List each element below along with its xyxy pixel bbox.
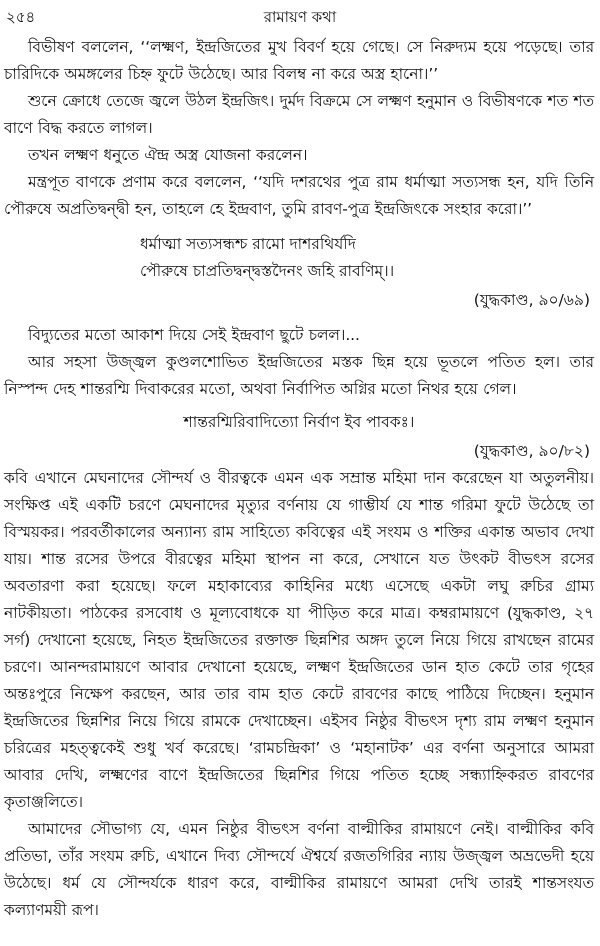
paragraph-7: কবি এখানে মেঘনাদের সৌন্দর্য ও বীরত্বকে এমন এক সম্রান্ত মহিমা দান করেছেন যা অতুলনীয়। সংক্ষিপ্ত এই একটি চরণে মেঘনাদের মৃত্যুর বর্ণনায় যে গাম্ভীর্য যে শান্ত গরিমা ফুটে উঠেছে তা বিস্ময়কর। পরবর্তীকালের অন্যান্য রাম সাহিত্যে কবিত্বের এই সংযম ও শক্তির একান্ত অভাব দেখা যায়। শান্ত রসের উপরে বীরত্বের মহিমা স্থাপন না করে, সেখানে যত উৎকট বীভৎস রসের অবতারণা করা হয়েছে। ফলে মহাকাব্যের কাহিনির মধ্যে এসেছে একটা লঘু রুচির গ্রাম্য নাটকীয়তা। পাঠকের রসবোধ ও মূল্যবোধকে যা পীড়িত করে মাত্র। কম্বরামায়ণে (যুদ্ধকাণ্ড, ২৭ সর্গ) দেখানো হয়েছে, নিহত ইন্দ্রজিতের রক্তাক্ত ছিন্নশির অঙ্গদ তুলে নিয়ে গিয়ে রাখছেন রামের চরণে। আনন্দরামায়ণে আবার দেখানো হয়েছে, লক্ষ্মণ ইন্দ্রজিতের ডান হাত কেটে তার গৃহের অন্তঃপুরে নিক্ষেপ করছেন, আর তার বাম হাত কেটে রাবণের কাছে পাঠিয়ে দিচ্ছেন। হনুমান ইন্দ্রজিতের ছিন্নশির নিয়ে গিয়ে রামকে দেখাচ্ছেন। এইসব নিষ্ঠুর বীভৎস দৃশ্য রাম লক্ষ্মণ হনুমান চরিত্রের মহত্ত্বকেই শুধু খর্ব করেছে। ‘রামচন্দ্রিকা’ ও ‘মহানাটক’ এর বর্ণনা অনুসারে আমরা আবার দেখি, লক্ষ্মণের বাণে ইন্দ্রজিতের ছিন্নশির গিয়ে পতিত হচ্ছে সন্ধ্যাহ্নিকরত রাবণের কৃতাঞ্জলিতে। — [4, 469, 594, 811]
citation-1: (যুদ্ধকাণ্ড, ৯০/৬৯) — [473, 291, 590, 309]
sanskrit-verse-1 — [4, 231, 594, 285]
paragraph-3: তখন লক্ষ্মণ ধনুতে ঐন্দ্র অস্ত্র যোজনা করলেন। — [28, 146, 308, 164]
citation-2: (যুদ্ধকাণ্ড, ৯০/৮২) — [473, 442, 590, 460]
page-header — [4, 6, 596, 28]
paragraph-1: বিভীষণ বললেন, ‘‘লক্ষ্মণ, ইন্দ্রজিতের মুখ বিবর্ণ হয়ে গেছে। সে নিরুদ্যম হয়ে পড়েছে। তার চারিদিকে অমঙ্গলের চিহ্ন ফুটে উঠেছে। আর বিলম্ব না করে অস্ত্র হানো।’’ — [4, 38, 594, 83]
sanskrit-verse-2: শান্তরশ্মিরিবাদিত্যো নির্বাণ ইব পাবকঃ। — [183, 413, 415, 431]
paragraph-5: বিদ্যুতের মতো আকাশ দিয়ে সেই ইন্দ্রবাণ ছুটে চলল।... — [28, 326, 360, 344]
paragraph-4: মন্ত্রপূত বাণকে প্রণাম করে বললেন, ‘‘যদি দশরথের পুত্র রাম ধর্মাত্মা সত্যসন্ধ হন, যদি তিনি পৌরুষে অপ্রতিদ্বন্দ্বী হন, তাহলে হে ইন্দ্রবাণ, তুমি রাবণ-পুত্র ইন্দ্রজিৎকে সংহার করো।’’ — [4, 173, 594, 218]
verse-1-line-2: পৌরুষে চাপ্রতিদ্বন্দ্বস্তদৈনং জহি রাবণিম্।। — [140, 262, 395, 280]
paragraph-8: আমাদের সৌভাগ্য যে, এমন নিষ্ঠুর বীভৎস বর্ণনা বাল্মীকির রামায়ণে নেই। বাল্মীকির কবি প্রতিভা, তাঁর সংযম রুচি, এখানে দিব্য সৌন্দর্যে ঐশ্বর্যে রজতগিরির ন্যায় উজ্জ্বল অভ্রভেদী হয়ে উঠেছে। ধর্ম যে সৌন্দর্যকে ধারণ করে, বাল্মীকির রামায়ণে আমরা দেখি তারই শান্তসংযত কল্যাণময়ী রূপ। — [4, 820, 594, 919]
paragraph-2: শুনে ক্রোধে তেজে জ্বলে উঠল ইন্দ্রজিৎ। দুর্মদ বিক্রমে সে লক্ষ্মণ হনুমান ও বিভীষণকে শত শত বাণে বিদ্ধ করতে লাগল। — [4, 92, 594, 137]
paragraph-6: আর সহসা উজ্জ্বল কুণ্ডলশোভিত ইন্দ্রজিতের মস্তক ছিন্ন হয়ে ভূতলে পতিত হল। তার নিস্পন্দ দেহ শান্তরশ্মি দিবাকরের মতো, অথবা নির্বাপিত অগ্নির মতো নিথর হয়ে গেল। — [4, 353, 594, 398]
running-title: রামায়ণ কথা — [263, 8, 337, 26]
page-number: ২৫৪ — [6, 8, 36, 26]
verse-1-line-1: ধর্মাত্মা সত্যসন্ধশ্চ রামো দাশরথির্যদি — [140, 235, 356, 253]
page-body — [4, 34, 594, 924]
